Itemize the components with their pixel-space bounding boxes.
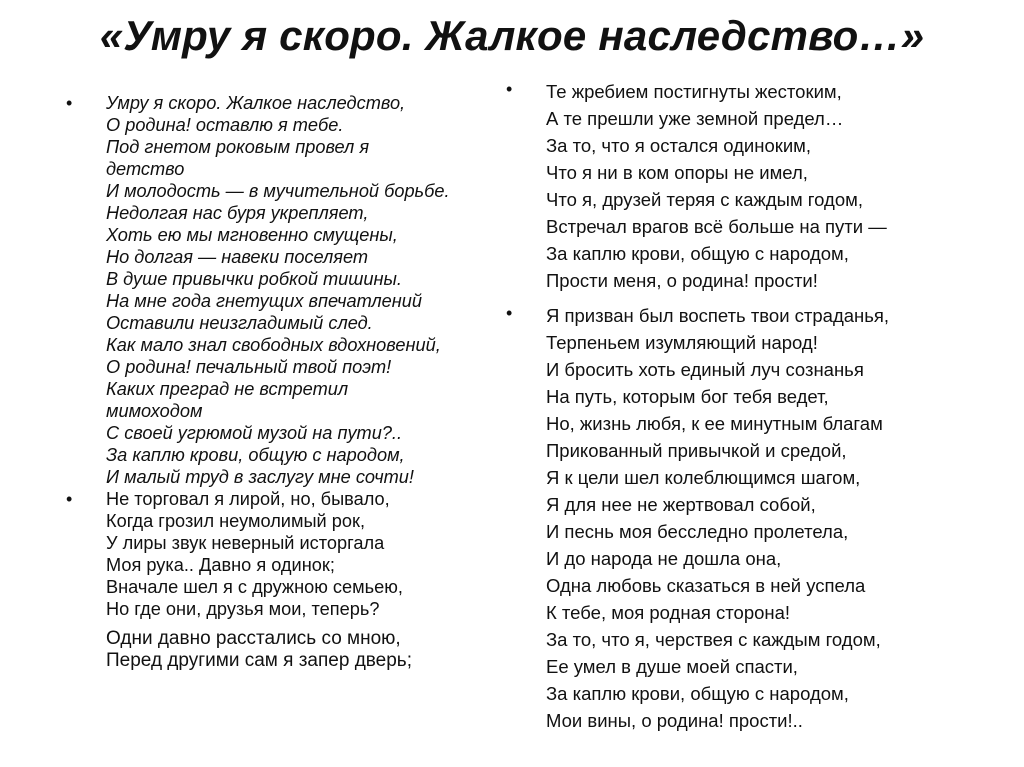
poem-line: За каплю крови, общую с народом, xyxy=(546,683,849,704)
stanza-lines xyxy=(546,78,887,294)
poem-line: Перед другими сам я запер дверь; xyxy=(106,650,412,671)
poem-line: Оставили неизгладимый след. xyxy=(106,313,373,333)
poem-line: Умру я скоро. Жалкое наследство, xyxy=(106,93,406,113)
poem-line: Но где они, друзья мои, теперь? xyxy=(106,599,380,619)
poem-line: Прикованный привычкой и средой, xyxy=(546,440,847,461)
poem-line: На мне года гнетущих впечатлений xyxy=(106,291,423,311)
poem-line: Одна любовь сказаться в ней успела xyxy=(546,575,866,596)
poem-line: Одни давно расстались со мною, xyxy=(106,628,401,649)
poem-line: На путь, которым бог тебя ведет, xyxy=(546,386,829,407)
poem-line: Я к цели шел колеблющимся шагом, xyxy=(546,467,861,488)
poem-line: Что я ни в ком опоры не имел, xyxy=(546,162,808,183)
bullet: • xyxy=(506,79,513,99)
poem-line: Недолгая нас буря укрепляет, xyxy=(106,203,369,223)
poem-line: Но, жизнь любя, к ее минутным благам xyxy=(546,413,883,434)
poem-line: За каплю крови, общую с народом, xyxy=(546,243,849,264)
poem-line: Вначале шел я с дружною семьею, xyxy=(106,577,403,597)
poem-line: Когда грозил неумолимый рок, xyxy=(106,511,365,531)
poem-line: В душе привычки робкой тишины. xyxy=(106,269,402,289)
poem-line: С своей угрюмой музой на пути?.. xyxy=(106,423,403,443)
stanza-lines xyxy=(106,488,403,620)
poem-line: И молодость — в мучительной борьбе. xyxy=(106,181,450,201)
poem-line: О родина! печальный твой поэт! xyxy=(106,357,392,377)
poem-line: О родина! оставлю я тебе. xyxy=(106,115,344,135)
poem-line: Те жребием постигнуты жестоким, xyxy=(546,81,842,102)
poem-line: Как мало знал свободных вдохновений, xyxy=(106,335,441,355)
poem-line: И до народа не дошла она, xyxy=(546,548,782,569)
poem-line: И малый труд в заслугу мне сочти! xyxy=(106,467,414,487)
poem-line: Под гнетом роковым провел я xyxy=(106,137,370,157)
stanza-lines xyxy=(106,628,412,672)
poem-line: За то, что я, черствея с каждым годом, xyxy=(546,629,881,650)
poem-line: За каплю крови, общую с народом, xyxy=(106,445,405,465)
poem-line: Терпеньем изумляющий народ! xyxy=(546,332,818,353)
poem-line: Я призван был воспеть твои страданья, xyxy=(546,305,890,326)
bullet: • xyxy=(66,93,73,113)
poem-line: Каких преград не встретил xyxy=(106,379,349,399)
poem-line: К тебе, моя родная сторона! xyxy=(546,602,791,623)
bullet: • xyxy=(506,303,513,323)
poem-line: У лиры звук неверный исторгала xyxy=(106,533,385,553)
poem-line: А те прешли уже земной предел… xyxy=(546,108,844,129)
poem-line: И песнь моя бесследно пролетела, xyxy=(546,521,849,542)
stanza-lines xyxy=(106,92,450,488)
poem-line: И бросить хоть единый луч сознанья xyxy=(546,359,864,380)
stanza-lines xyxy=(546,302,889,734)
poem-line: детство xyxy=(106,159,185,179)
poem-line: Хоть ею мы мгновенно смущены, xyxy=(106,225,398,245)
poem-line: Не торговал я лирой, но, бывало, xyxy=(106,489,390,509)
poem-line: Что я, друзей теряя с каждым годом, xyxy=(546,189,863,210)
bullet: • xyxy=(66,489,73,509)
poem-line: Но долгая — навеки поселяет xyxy=(106,247,369,267)
poem-line: Ее умел в душе моей спасти, xyxy=(546,656,798,677)
poem-line: Моя рука.. Давно я одинок; xyxy=(106,555,335,575)
poem-line: Мои вины, о родина! прости!.. xyxy=(546,710,803,731)
poem-line: Я для нее не жертвовал собой, xyxy=(546,494,816,515)
slide-title: «Умру я скоро. Жалкое наследство…» xyxy=(99,12,925,59)
poem-line: Прости меня, о родина! прости! xyxy=(546,270,818,291)
poem-line: мимоходом xyxy=(106,401,203,421)
poem-line: За то, что я остался одиноким, xyxy=(546,135,812,156)
poem-line: Встречал врагов всё больше на пути — xyxy=(546,216,887,237)
